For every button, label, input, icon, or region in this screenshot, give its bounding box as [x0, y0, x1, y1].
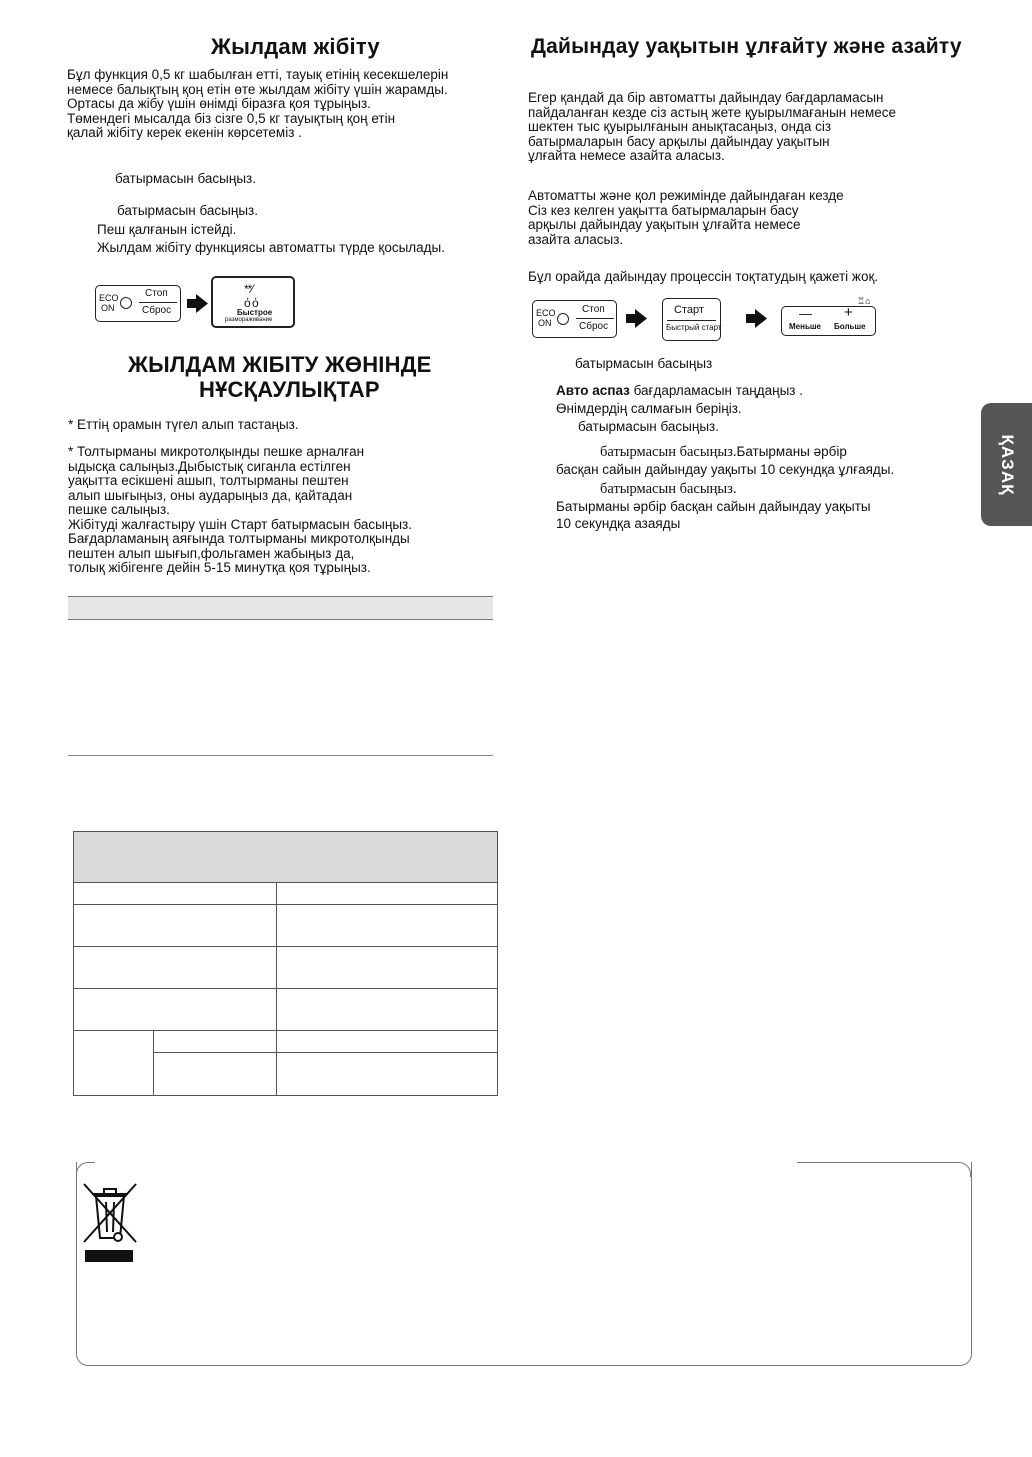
start-button-illustration — [662, 298, 721, 341]
quick-defrost-button-illustration — [211, 276, 295, 328]
right-step-2-rest: бағдарламасын таңдаңыз . — [629, 383, 803, 398]
reset-label: Сброс — [142, 305, 172, 316]
on-label: ON — [538, 318, 552, 328]
crossed-out-bin-icon — [82, 1180, 138, 1264]
less-label: Меньше — [789, 322, 821, 331]
eco-stop-button-illustration — [95, 285, 181, 322]
eco-leaf-icon — [557, 313, 569, 325]
more-label: Больше — [834, 322, 866, 331]
right-step-5-rest: Батырманы әрбір — [736, 444, 847, 459]
plus-icon: + — [844, 304, 853, 321]
weight-time-icon: ♖⌂ — [857, 296, 871, 306]
eco-stop-button-illustration-2 — [532, 300, 617, 338]
on-label: ON — [101, 303, 115, 313]
table-row — [74, 947, 498, 989]
right-step-4: батырмасын басыңыз. — [578, 419, 719, 434]
note-1: * Еттің орамын түгел алып тастаңыз. — [68, 417, 299, 432]
time-adjust-para-1: Егер қандай да бір автоматты дайындау бағдарламасын пайдаланған кезде сіз астың жете қуырылмағанын немесе шектен тыс қуырылғанын анықтасаңыз, онда сіз батырмаларын басу арқылы дайындау уақытын ұлғайта немесе азайта аласыз. — [528, 90, 896, 163]
quick-defrost-heading: Жылдам жібіту — [211, 34, 380, 59]
table-row — [74, 1031, 498, 1053]
right-step-6-line2: Батырманы әрбір басқан сайын дайындау уақыты — [556, 499, 871, 514]
table-row — [74, 883, 498, 905]
eco-leaf-icon — [120, 297, 132, 309]
right-step-2 — [556, 383, 803, 398]
right-step-3: Өнімдердің салмағын беріңіз. — [556, 401, 742, 416]
disposal-info-box — [76, 1162, 972, 1366]
auto-chef-label: Авто аспаз — [556, 383, 630, 398]
time-adjust-para-2: Автоматты және қол режимінде дайындаған кезде Сіз кез келген уақытта батырмаларын басу арқылы дайындау уақытын ұлғайта немесе азайта аласыз. — [528, 188, 844, 247]
defrost-sublabel: размораживание — [225, 317, 273, 323]
step-1-text: батырмасын басыңыз. — [115, 171, 256, 186]
right-step-5-serif: батырмасын басыңыз. — [600, 444, 737, 460]
language-tab — [981, 403, 1032, 526]
divider-line — [576, 318, 614, 319]
table-header-row — [74, 832, 498, 883]
disposal-box-corner-left — [76, 1162, 95, 1177]
step-4-text: Жылдам жібіту функциясы автоматты түрде қосылады. — [97, 240, 446, 255]
reset-label: Сброс — [579, 321, 609, 332]
notes-heading-line2: НҰСҚАУЛЫҚТАР — [199, 377, 380, 402]
right-step-1: батырмасын басыңыз — [575, 356, 713, 371]
notes-heading-line1: ЖЫЛДАМ ЖІБІТУ ЖӨНІНДЕ — [128, 352, 432, 377]
divider-line — [139, 302, 177, 303]
time-adjust-heading: Дайындау уақытын ұлғайту және азайту — [531, 35, 962, 58]
right-step-6-line3: 10 секундқа азаяды — [556, 516, 681, 531]
time-adjust-para-3: Бұл орайда дайындау процессін тоқтатудың қажеті жоқ. — [528, 269, 879, 284]
note-2: * Толтырманы микротолқынды пешке арналған ыдысқа салыңыз.Дыбыстық сиганла естілген уақытта есікшені ашып, толтырманы пештен алып шығыңыз, оны аударыңыз да, қайтадан пешке салыңыз. Жібітуді жалғастыру үшін Старт батырмасын басыңыз. Бағдарламаның аяғында толтырманы микротолқынды пештен алып шығып,фольгамен жабыңыз да, толық жібігенге дейін 5-15 минутқа қоя тұрыңыз. — [68, 444, 412, 575]
language-tab-label: ҚАЗАҚ — [997, 434, 1017, 495]
stop-label: Стоп — [582, 304, 605, 315]
divider-line — [667, 320, 716, 321]
info-box-bottom-rule — [68, 755, 493, 756]
step-3-text: Пеш қалғанын істейді. — [97, 222, 237, 237]
step-2-text: батырмасын басыңыз. — [117, 203, 258, 218]
defrost-label: Быстрое — [237, 308, 273, 317]
minus-plus-button-illustration — [781, 306, 876, 336]
eco-label: ECO — [536, 308, 556, 318]
quick-start-label: Быстрый старт — [666, 323, 722, 332]
eco-label: ECO — [99, 293, 119, 303]
table-row — [74, 989, 498, 1031]
quick-defrost-intro: Бұл функция 0,5 кг шабылған етті, тауық етінің кесекшелерін немесе балықтың қоң етін өте жылдам жібіту үшін жарамды. Ортасы да жібу үшін өнімді біразға қоя тұрыңыз. Төмендегі мысалда біз сізге 0,5 кг тауықтың қоң етін қалай жібіту керек екенін көрсетеміз . — [67, 67, 449, 140]
right-step-6: батырмасын басыңыз. — [600, 481, 737, 497]
right-step-5 — [600, 444, 847, 461]
start-label: Старт — [674, 304, 704, 316]
minus-icon: — — [799, 306, 812, 321]
disposal-box-corner-right — [797, 1162, 971, 1177]
table-row — [74, 905, 498, 947]
right-step-5-line2: басқан сайын дайындау уақыты 10 секундқа ұлғаяды. — [556, 462, 895, 477]
stop-label: Стоп — [145, 288, 168, 299]
defrost-table — [73, 831, 498, 1096]
info-box-header — [68, 596, 493, 620]
snowflake-drop-icon: **⁄ ό ό — [244, 282, 258, 310]
